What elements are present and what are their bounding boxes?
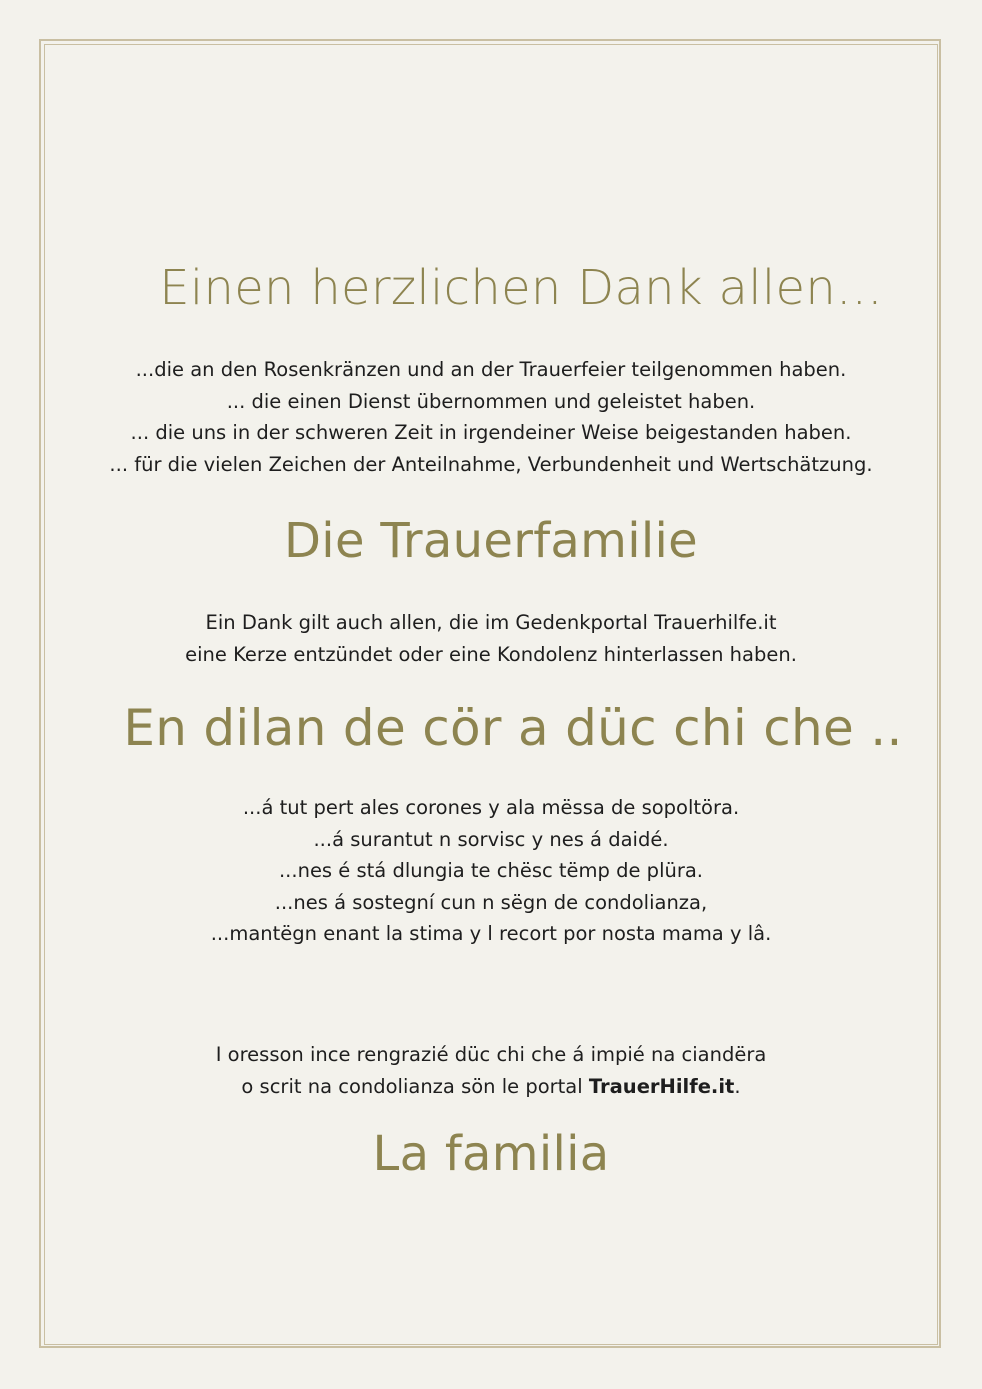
dank-line: ... die einen Dienst übernommen und geleistet haben. (226, 389, 756, 413)
heading-familia: La familia (372, 1126, 610, 1182)
gedenkportal-paragraph (0, 607, 982, 670)
ladin-line: ...nes é stá dlungia te chësc tëmp de plüra. (278, 859, 704, 882)
oresson-line-prefix: o scrit na condolianza sön le portal (241, 1074, 589, 1098)
ladin-line: ...mantëgn enant la stima y l recort por nosta mama y lâ. (210, 922, 772, 945)
dank-line: ...die an den Rosenkränzen und an der Trauerfeier teilgenommen haben. (135, 358, 847, 381)
ladin-paragraph (0, 792, 982, 950)
heading-ladin: En dilan de cör a düc chi che .. (123, 699, 903, 757)
heading-trauerfamilie: Die Trauerfamilie (284, 513, 698, 569)
oresson-line (0, 1071, 982, 1103)
ladin-line: ...nes á sostegní cun n sëgn de condolianza, (274, 890, 708, 914)
ladin-line: ...á tut pert ales corones y ala mëssa de sopoltöra. (242, 796, 740, 819)
heading-dank: Einen herzlichen Dank allen... (159, 260, 883, 316)
ladin-line: ...á surantut n sorvisc y nes á daidé. (313, 827, 669, 851)
dank-paragraph (0, 354, 982, 480)
oresson-line-suffix: . (734, 1074, 741, 1098)
dank-line: ... für die vielen Zeichen der Anteilnahme, Verbundenheit und Wertschätzung. (109, 452, 873, 476)
gedenk-line: eine Kerze entzündet oder eine Kondolenz hinterlassen haben. (185, 642, 797, 666)
oresson-line: I oresson ince rengrazié düc chi che á impié na ciandëra (215, 1043, 767, 1066)
gedenk-line: Ein Dank gilt auch allen, die im Gedenkportal Trauerhilfe.it (205, 611, 777, 634)
portal-name: TrauerHilfe.it (588, 1074, 735, 1098)
oresson-paragraph (0, 1039, 982, 1102)
dank-line: ... die uns in der schweren Zeit in irgendeiner Weise beigestanden haben. (130, 421, 852, 444)
